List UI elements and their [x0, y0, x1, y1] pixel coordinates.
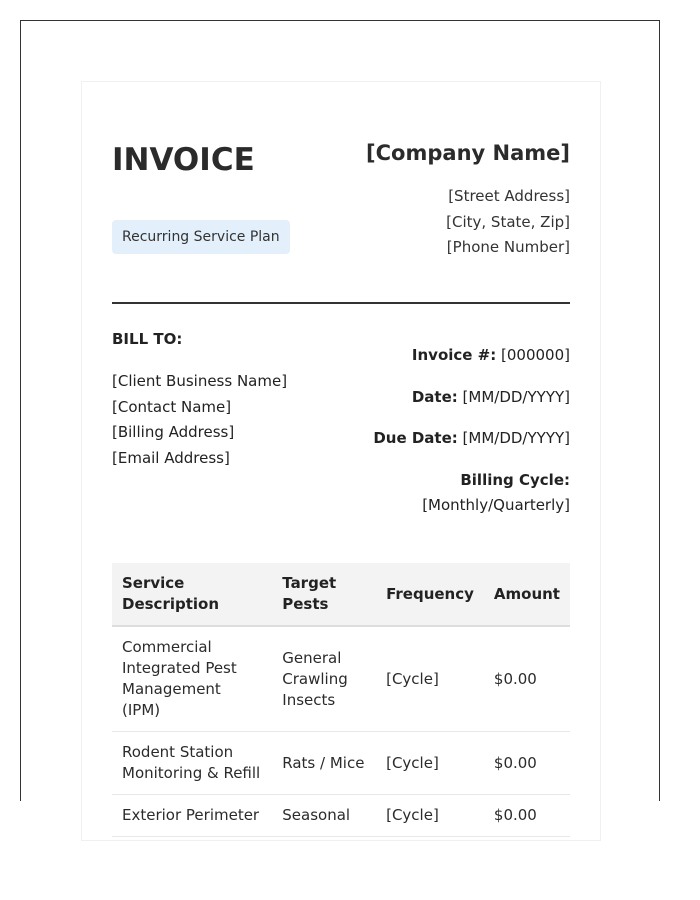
row-amount: $0.00 — [484, 626, 570, 732]
client-business-name: [Client Business Name] — [112, 372, 288, 390]
row-target-pests: Seasonal — [272, 795, 376, 837]
invoice-date-row — [373, 385, 570, 410]
client-contact-name: [Contact Name] — [112, 397, 232, 416]
header-service-description: Service Description — [112, 563, 272, 626]
header-amount: Amount — [484, 563, 570, 626]
bill-to-label: BILL TO: — [112, 330, 183, 348]
billing-cycle-label: Billing Cycle: — [460, 470, 570, 489]
row-target-pests: Rats / Mice — [272, 732, 376, 795]
invoice-date-value: [MM/DD/YYYY] — [462, 387, 570, 406]
invoice-document — [81, 81, 601, 841]
company-city: [City, State, Zip] — [446, 212, 570, 231]
client-email-address: [Email Address] — [112, 448, 230, 467]
client-billing-address: [Billing Address] — [112, 423, 235, 441]
page-frame — [20, 20, 660, 824]
header-frequency: Frequency — [376, 563, 484, 626]
row-frequency: [Cycle] — [376, 732, 484, 795]
company-street: [Street Address] — [448, 187, 570, 205]
row-amount: $0.00 — [484, 732, 570, 795]
row-service-description: Rodent Station Monitoring & Refill — [112, 732, 272, 795]
row-service-description: Commercial Integrated Pest Management (IPM) — [112, 626, 272, 732]
table-header-row — [112, 563, 570, 626]
header-divider — [112, 302, 570, 304]
company-block — [366, 136, 570, 261]
invoice-title: INVOICE — [112, 142, 255, 178]
invoice-date-label: Date: — [411, 387, 458, 406]
due-date-value: [MM/DD/YYYY] — [462, 429, 570, 447]
header-target-pests: Target Pests — [272, 563, 376, 626]
services-table — [112, 563, 570, 837]
invoice-number-label: Invoice #: — [411, 346, 497, 364]
row-frequency: [Cycle] — [376, 626, 484, 732]
billing-cycle-row — [373, 468, 570, 518]
invoice-meta — [373, 343, 570, 518]
due-date-label: Due Date: — [373, 429, 458, 447]
company-address — [366, 184, 570, 261]
company-name: [Company Name] — [366, 141, 570, 165]
table-row — [112, 795, 570, 837]
due-date-row — [373, 426, 570, 451]
plan-badge: Recurring Service Plan — [112, 220, 290, 254]
company-phone: [Phone Number] — [446, 238, 570, 256]
row-frequency: [Cycle] — [376, 795, 484, 837]
bill-to-block — [112, 369, 287, 471]
table-row — [112, 626, 570, 732]
row-amount: $0.00 — [484, 795, 570, 837]
table-row — [112, 732, 570, 795]
invoice-number-row — [373, 343, 570, 368]
row-target-pests: General Crawling Insects — [272, 626, 376, 732]
invoice-number-value: [000000] — [501, 346, 570, 364]
row-service-description: Exterior Perimeter — [112, 795, 272, 837]
billing-cycle-value: [Monthly/Quarterly] — [422, 495, 570, 514]
